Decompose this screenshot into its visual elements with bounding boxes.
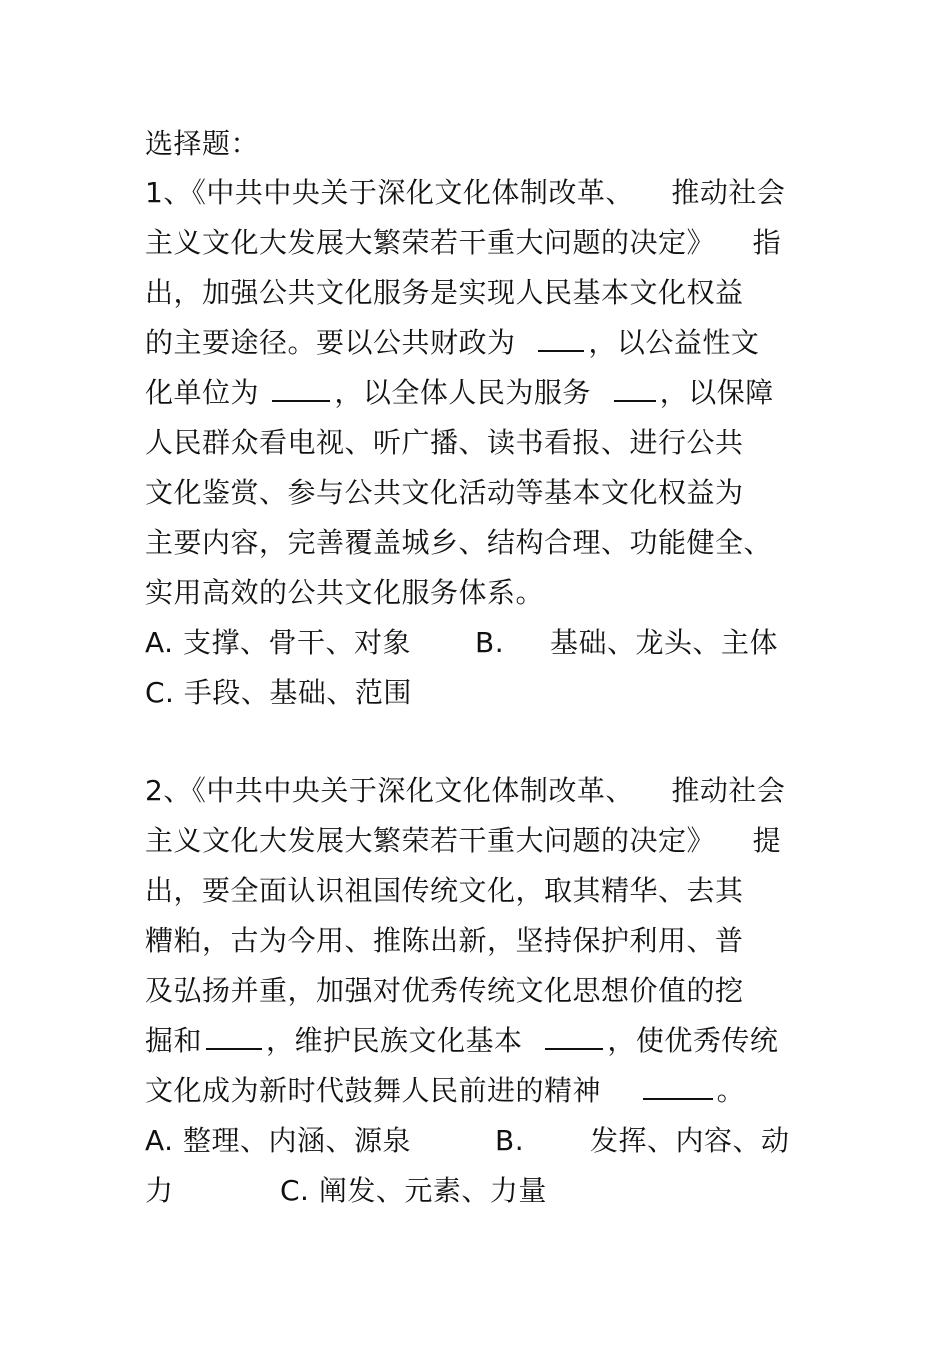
q1-line-4-text-a: 的主要途径。要以公共财政为 <box>145 326 535 359</box>
q2-line-1: 2、《中共中央关于深化文化体制改革、 推动社会 <box>145 774 786 807</box>
q1-line-5-text-c: ，以保障 <box>659 376 774 409</box>
q2-line-2: 主义文化大发展大繁荣若干重大问题的决定》 提 <box>145 824 782 857</box>
q1-line-4 <box>145 326 759 360</box>
q1-line-2: 主义文化大发展大繁荣若干重大问题的决定》 指 <box>145 226 782 259</box>
q2-blank-2 <box>545 1044 603 1050</box>
q2-line-7 <box>145 1074 745 1108</box>
q2-line-5: 及弘扬并重，加强对优秀传统文化思想价值的挖 <box>145 974 744 1007</box>
q1-line-5-text-b: ，以全体人民为服务 <box>334 376 610 409</box>
q2-line-6-text-a: 掘和 <box>145 1024 203 1057</box>
section-heading: 选择题： <box>145 127 260 160</box>
q2-blank-1 <box>206 1044 262 1050</box>
q2-line-6-text-c: ，使优秀传统 <box>607 1024 779 1057</box>
q1-line-5 <box>145 376 774 410</box>
q2-line-7-text-a: 文化成为新时代鼓舞人民前进的精神 <box>145 1074 639 1107</box>
q1-line-8: 主要内容，完善覆盖城乡、结构合理、功能健全、 <box>145 526 773 559</box>
q1-blank-3 <box>614 396 656 402</box>
q1-blank-1 <box>538 346 584 352</box>
q1-line-7: 文化鉴赏、参与公共文化活动等基本文化权益为 <box>145 476 744 509</box>
q2-option-c: C. 阐发、元素、力量 <box>280 1174 547 1207</box>
q2-line-7-text-b: 。 <box>716 1074 746 1107</box>
q2-option-b: 发挥、内容、动 <box>590 1124 790 1157</box>
q1-line-4-text-b: ，以公益性文 <box>588 326 760 359</box>
q2-blank-3 <box>643 1094 713 1100</box>
q1-line-9: 实用高效的公共文化服务体系。 <box>145 576 545 609</box>
q1-line-1: 1、《中共中央关于深化文化体制改革、 推动社会 <box>145 176 786 209</box>
q1-line-6: 人民群众看电视、听广播、读书看报、进行公共 <box>145 426 744 459</box>
q1-line-5-text-a: 化单位为 <box>145 376 269 409</box>
q1-blank-2 <box>272 396 330 402</box>
q2-line-3: 出，要全面认识祖国传统文化，取其精华、去其 <box>145 874 744 907</box>
q1-option-b: 基础、龙头、主体 <box>550 626 779 659</box>
q2-option-b-continued: 力 <box>145 1174 174 1207</box>
q2-option-a: A. 整理、内涵、源泉 <box>145 1124 411 1157</box>
q2-line-6-text-b: ，维护民族文化基本 <box>266 1024 542 1057</box>
q2-option-b-label: B. <box>495 1124 525 1157</box>
q2-line-4: 糟粕，古为今用、推陈出新，坚持保护利用、普 <box>145 924 744 957</box>
q1-option-a: A. 支撑、骨干、对象 <box>145 626 411 659</box>
q1-option-b-label: B. <box>475 626 505 659</box>
q1-option-c: C. 手段、基础、范围 <box>145 676 412 709</box>
q2-line-6 <box>145 1024 778 1058</box>
q1-line-3: 出，加强公共文化服务是实现人民基本文化权益 <box>145 276 744 309</box>
